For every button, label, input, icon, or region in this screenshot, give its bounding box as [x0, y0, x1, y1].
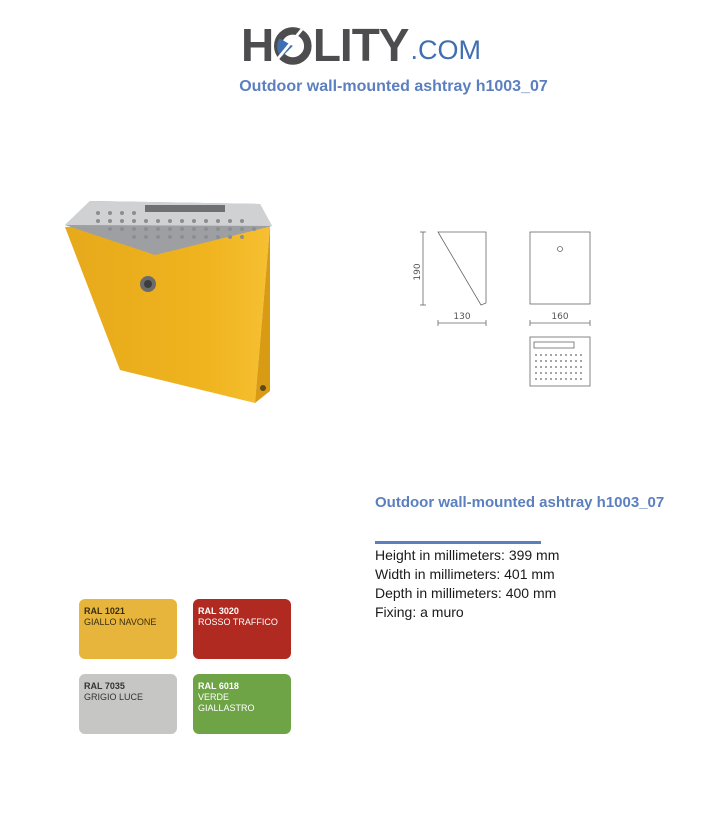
specs-divider — [375, 541, 541, 544]
brand-logo[interactable] — [241, 10, 481, 71]
specs-title: Outdoor wall-mounted ashtray h1003_07 — [375, 494, 665, 511]
color-swatch-ral-7035[interactable] — [79, 674, 177, 734]
spec-height: Height in millimeters: 399 mm — [375, 547, 560, 563]
technical-drawing — [410, 225, 600, 390]
swatch-name: GRIGIO LUCE — [84, 692, 144, 702]
swatch-name: ROSSO TRAFFICO — [198, 617, 278, 627]
swatch-code: RAL 1021 — [84, 606, 125, 616]
depth-dimension-label: 130 — [453, 312, 471, 322]
swatch-code: RAL 7035 — [84, 681, 125, 691]
width-dimension-label: 160 — [551, 312, 569, 322]
color-swatch-ral-1021[interactable] — [79, 599, 177, 659]
page-title: Outdoor wall-mounted ashtray h1003_07 — [239, 78, 548, 95]
swatch-name: GIALLO NAVONE — [84, 617, 157, 627]
spec-depth: Depth in millimeters: 400 mm — [375, 585, 557, 601]
specs-list — [375, 546, 559, 622]
logo-text-h: H — [241, 19, 274, 71]
spec-width: Width in millimeters: 401 mm — [375, 566, 555, 582]
spec-fixing: Fixing: a muro — [375, 604, 464, 620]
logo-ring-icon — [274, 22, 312, 68]
swatch-code: RAL 6018 — [198, 681, 239, 691]
logo-domain: .COM — [410, 35, 481, 65]
swatch-name: VERDE GIALLASTRO — [198, 692, 255, 713]
height-dimension-label: 190 — [413, 263, 423, 281]
swatch-code: RAL 3020 — [198, 606, 239, 616]
color-swatch-ral-6018[interactable] — [193, 674, 291, 734]
logo-text-lity: LITY — [312, 19, 409, 71]
product-image — [60, 195, 275, 410]
color-swatch-ral-3020[interactable] — [193, 599, 291, 659]
